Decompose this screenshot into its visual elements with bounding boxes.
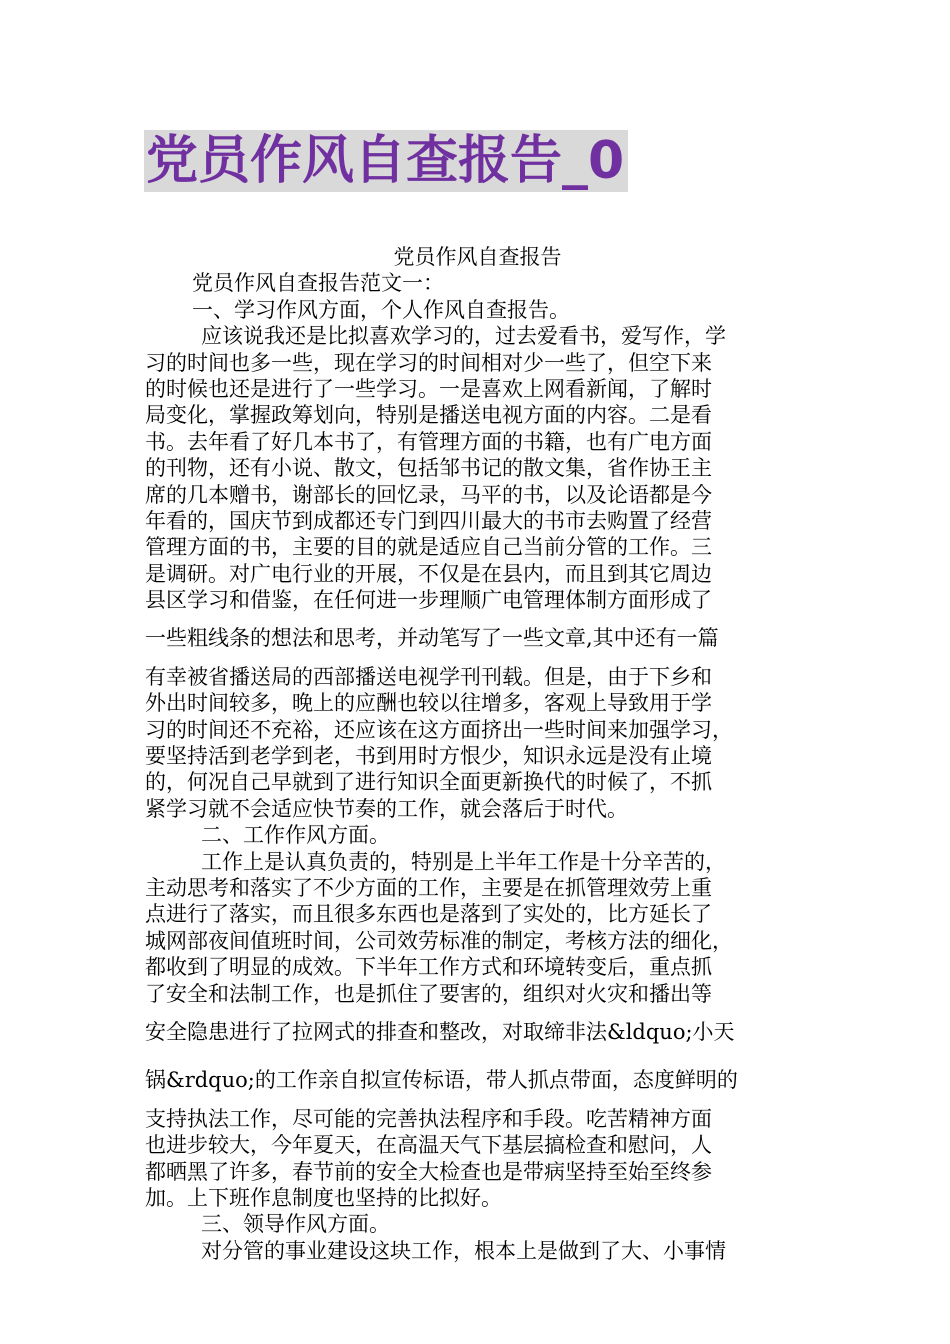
body-heading: 党员作风自查报告	[393, 245, 562, 269]
document-body	[145, 244, 810, 1264]
body-line: 对分管的事业建设这块工作，根本上是做到了大、小事情	[201, 1238, 726, 1263]
body-line: 是调研。对广电行业的开展，不仅是在县内，而且到其它周边	[145, 561, 712, 586]
body-line: 习的时间还不充裕，还应该在这方面挤出一些时间来加强学习，	[145, 717, 733, 742]
body-line: 一些粗线条的想法和思考，并动笔写了一些文章,其中还有一篇	[145, 626, 719, 651]
section-heading: 三、领导作风方面。	[201, 1212, 390, 1237]
body-line: 安全隐患进行了拉网式的排查和整改，对取缔非法&ldquo;小天	[145, 1019, 735, 1044]
body-line: 加。上下班作息制度也坚持的比拟好。	[145, 1185, 502, 1210]
body-line: 外出时间较多，晚上的应酬也较以往增多，客观上导致用于学	[145, 691, 712, 716]
body-line: 的时候也还是进行了一些学习。一是喜欢上网看新闻，了解时	[145, 376, 712, 401]
body-line: 应该说我还是比拟喜欢学习的，过去爱看书，爱写作，学	[201, 324, 726, 349]
body-line: 紧学习就不会适应快节奏的工作，就会落后于时代。	[145, 796, 628, 821]
body-line: 工作上是认真负责的，特别是上半年工作是十分辛苦的，	[201, 849, 726, 874]
body-line: 局变化，掌握政筹划向，特别是播送电视方面的内容。二是看	[145, 403, 712, 428]
body-line: 主动思考和落实了不少方面的工作，主要是在抓管理效劳上重	[145, 875, 712, 900]
body-line: 了安全和法制工作，也是抓住了要害的，组织对火灾和播出等	[145, 981, 712, 1006]
section-heading: 一、学习作风方面，个人作风自查报告。	[192, 297, 570, 322]
body-line: 要坚持活到老学到老，书到用时方恨少，知识永远是没有止境	[145, 744, 712, 769]
body-line: 书。去年看了好几本书了，有管理方面的书籍，也有广电方面	[145, 429, 712, 454]
body-line: 的刊物，还有小说、散文，包括邹书记的散文集，省作协王主	[145, 456, 712, 481]
body-line: 点进行了落实，而且很多东西也是落到了实处的，比方延长了	[145, 902, 712, 927]
body-line: 都收到了明显的成效。下半年工作方式和环境转变后，重点抓	[145, 955, 712, 980]
body-line: 都晒黑了许多，春节前的安全大检查也是带病坚持至始至终参	[145, 1159, 712, 1184]
body-line: 城网部夜间值班时间，公司效劳标准的制定，考核方法的细化，	[145, 928, 733, 953]
body-line: 管理方面的书，主要的目的就是适应自己当前分管的工作。三	[145, 535, 712, 560]
body-line: 党员作风自查报告范文一：	[192, 271, 444, 296]
body-line: 有幸被省播送局的西部播送电视学刊刊载。但是，由于下乡和	[145, 664, 712, 689]
document-title: 党员作风自查报告_0	[144, 130, 628, 192]
body-line: 县区学习和借鉴，在任何进一步理顺广电管理体制方面形成了	[145, 588, 712, 613]
body-line: 锅&rdquo;的工作亲自拟宣传标语，带人抓点带面，态度鲜明的	[145, 1068, 738, 1093]
body-line: 的，何况自己早就到了进行知识全面更新换代的时候了，不抓	[145, 770, 712, 795]
section-heading: 二、工作作风方面。	[201, 823, 390, 848]
body-line: 席的几本赠书，谢部长的回忆录，马平的书，以及论语都是今	[145, 482, 712, 507]
body-line: 年看的，国庆节到成都还专门到四川最大的书市去购置了经营	[145, 508, 712, 533]
body-line: 也进步较大，今年夏天，在高温天气下基层搞检查和慰问，人	[145, 1133, 712, 1158]
body-line: 支持执法工作，尽可能的完善执法程序和手段。吃苦精神方面	[145, 1106, 712, 1131]
body-line: 习的时间也多一些，现在学习的时间相对少一些了，但空下来	[145, 350, 712, 375]
